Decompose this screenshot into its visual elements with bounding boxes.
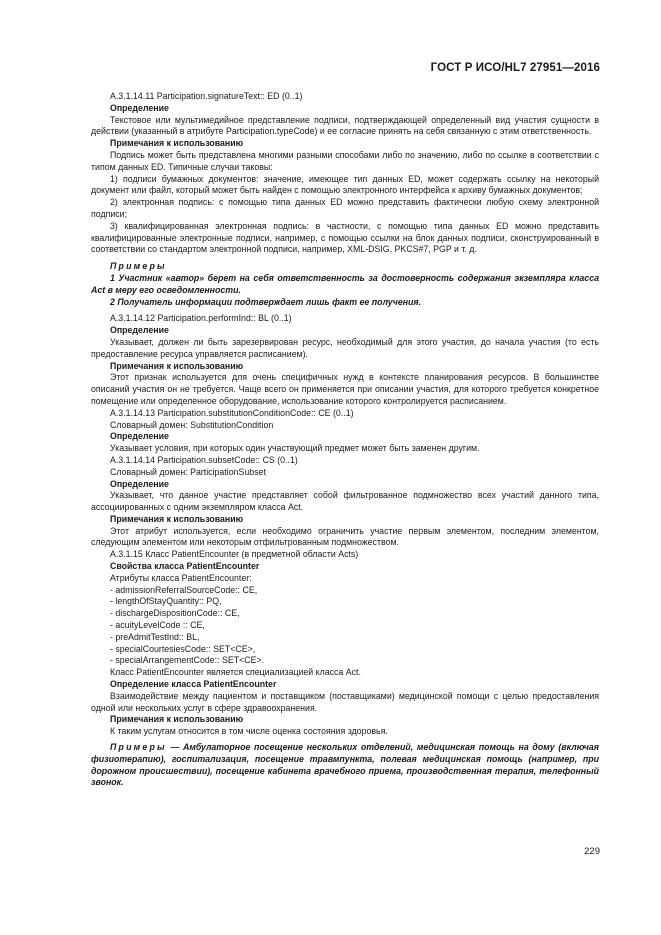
body-text: Указывает условия, при которых один участвующий предмет может быть заменен другим. bbox=[110, 443, 480, 454]
list-item: - acuityLevelCode :: CE, bbox=[110, 620, 205, 631]
examples-paragraph bbox=[91, 742, 599, 789]
example-item: 1 Участник «автор» берет на себя ответственность за достоверность содержания экземпляра класса Act в меру его осведомленности. bbox=[91, 272, 599, 295]
section-heading: А.3.1.14.12 Participation.performInd:: BL (0..1) bbox=[110, 313, 292, 324]
body-text: 2) электронная подпись: с помощью типа данных ED можно представить фактически любую схему электронной подписи; bbox=[91, 197, 599, 219]
section-heading: А.3.1.14.13 Participation.substitutionConditionCode:: CE (0..1) bbox=[110, 407, 354, 418]
list-item: - specialCourtesiesCode:: SET<CE>, bbox=[110, 643, 256, 654]
body-text: Взаимодействие между пациентом и поставщиком (поставщиками) медицинской помощи с целью предоставления одной или нескольких услуг в сфере здравоохранения. bbox=[91, 690, 599, 713]
subheading: Свойства класса PatientEncounter bbox=[110, 561, 260, 572]
examples-text: — Амбулаторное посещение нескольких отделений, медицинская помощь на дому (включая физиотерапию), госпитализация, посещение травмпункта, полевая медицинская помощь (например, при дорожном происшествии), посещение кабинета врачебного приема, производственная терапия, телефонный звонок. bbox=[91, 742, 599, 788]
document-header: ГОСТ Р ИСО/HL7 27951—2016 bbox=[430, 62, 600, 74]
section-heading: А.3.1.14.11 Participation.signatureText:: ED (0..1) bbox=[110, 91, 303, 101]
section-heading: А.3.1.14.14 Participation.subsetCode:: CS (0..1) bbox=[110, 454, 298, 465]
body-text: Этот атрибут используется, если необходимо ограничить участие первым элементом, последним элементом, следующим элементом или некоторым отфильтрованным подмножеством. bbox=[91, 525, 599, 548]
body-text: Указывает, должен ли быть зарезервирован ресурс, необходимый для этого участия, до начала участия (то есть предоставление ресурса управляется расписанием). bbox=[91, 336, 599, 359]
body-text: Атрибуты класса PatientEncounter: bbox=[110, 572, 252, 583]
list-item: - lengthOfStayQuantity:: PQ, bbox=[110, 596, 222, 607]
list-item: - specialArrangementCode:: SET<CE>. bbox=[110, 655, 265, 666]
examples-heading: Примеры bbox=[110, 261, 167, 272]
vocabulary-domain: Словарный домен: SubstitutionCondition bbox=[110, 419, 274, 430]
subheading: Определение bbox=[110, 478, 169, 489]
section-heading: А.3.1.15 Класс PatientEncounter (в предметной области Acts) bbox=[110, 549, 359, 560]
subheading: Определение bbox=[110, 325, 169, 336]
page-body bbox=[91, 91, 599, 789]
page-number: 229 bbox=[584, 846, 600, 857]
list-item: - preAdmitTestInd:: BL, bbox=[110, 631, 200, 642]
body-text: Этот признак используется для очень специфичных нужд в контексте планирования ресурсов. В большинстве описаний участия он не требуется. Чаще всего он применяется при описании участия, для которого требуется конкретное помещение или определенное оборудование, использование которого контролируется расписанием. bbox=[91, 372, 599, 406]
body-text: Класс PatientEncounter является специализацией класса Act. bbox=[110, 667, 361, 678]
subheading: Примечания к использованию bbox=[110, 138, 244, 149]
body-text: 3) квалифицированная электронная подпись: в частности, с помощью типа данных ED можно представить квалифицированные электронные подписи, например, с помощью ссылки на блок данных подписи, сконструированный в соответствии со стандартом электронной подписи, например, XML-DSIG, PKCS#7, PGP и т. д. bbox=[91, 220, 599, 255]
body-text: 1) подписи бумажных документов: значение, имеющее тип данных ED, может содержать ссылку на некоторый документ или файл, который может быть найден с помощью электронного интерфейса к архиву бумажных документов; bbox=[91, 173, 599, 196]
body-text: К таким услугам относится в том числе оценка состояния здоровья. bbox=[110, 726, 388, 737]
attribute-list bbox=[91, 585, 599, 668]
list-item: - admissionReferralSourceCode:: CE, bbox=[110, 584, 258, 595]
subheading: Определение bbox=[110, 102, 169, 113]
subheading: Примечания к использованию bbox=[110, 513, 244, 524]
example-item: 2 Получатель информации подтверждает лишь факт ее получения. bbox=[110, 296, 422, 307]
examples-heading: Примеры bbox=[110, 742, 167, 753]
vocabulary-domain: Словарный домен: ParticipationSubset bbox=[110, 466, 266, 477]
subheading: Примечания к использованию bbox=[110, 714, 244, 725]
body-text: Подпись может быть представлена многими разными способами либо по значению, либо по ссылке в соответствии с типом данных ED. Типичные случаи таковы: bbox=[91, 149, 599, 172]
body-text: Текстовое или мультимедийное представление подписи, подтверждающей определенный вид участия сущности в действии (указанный в атрибуте Participation.typeCode) и ее согласие принять на себя связанную с этим ответственность. bbox=[91, 114, 599, 137]
body-text: Указывает, что данное участие представляет собой фильтрованное подмножество всех участий данного типа, ассоциированных с одним экземпляром класса Act. bbox=[91, 490, 599, 513]
list-item: - dischargeDispositionCode:: CE, bbox=[110, 608, 240, 619]
subheading: Примечания к использованию bbox=[110, 360, 244, 371]
subheading: Определение класса PatientEncounter bbox=[110, 679, 277, 690]
subheading: Определение bbox=[110, 431, 169, 442]
